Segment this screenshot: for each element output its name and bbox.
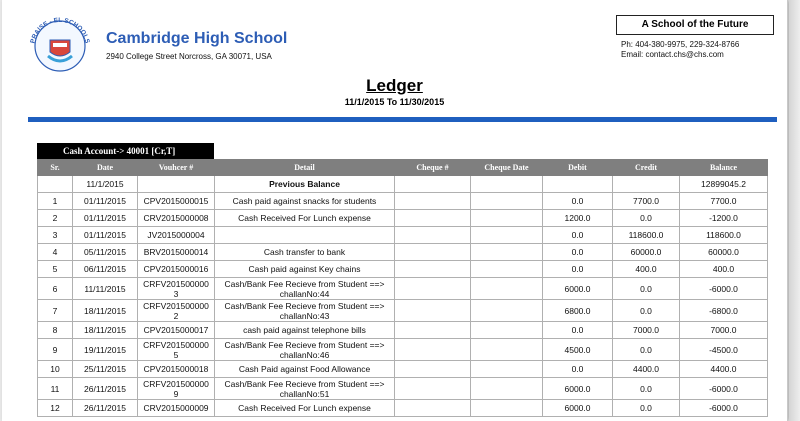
cell-debit: 0.0 bbox=[543, 322, 613, 339]
cell-date: 01/11/2015 bbox=[73, 210, 138, 227]
cell-balance: 12899045.2 bbox=[680, 176, 768, 193]
cell-cheque bbox=[395, 322, 471, 339]
cell-credit: 0.0 bbox=[613, 210, 680, 227]
cell-voucher: CRFV201500000 9 bbox=[138, 378, 215, 400]
cell-balance: 400.0 bbox=[680, 261, 768, 278]
cell-cheque bbox=[395, 278, 471, 300]
viewer-edge bbox=[789, 0, 800, 421]
cell-detail: Cash paid against snacks for students bbox=[215, 193, 395, 210]
cell-cheque-date bbox=[471, 300, 543, 322]
cell-credit: 400.0 bbox=[613, 261, 680, 278]
cell-sr bbox=[38, 176, 73, 193]
cell-cheque-date bbox=[471, 176, 543, 193]
ledger-page bbox=[2, 0, 788, 421]
cell-voucher: CPV2015000016 bbox=[138, 261, 215, 278]
cell-balance: -6000.0 bbox=[680, 400, 768, 417]
contact-block bbox=[621, 40, 739, 60]
cell-voucher: CPV2015000015 bbox=[138, 193, 215, 210]
cell-credit: 7700.0 bbox=[613, 193, 680, 210]
col-header-balance: Balance bbox=[680, 160, 768, 176]
cell-cheque bbox=[395, 261, 471, 278]
cell-cheque-date bbox=[471, 322, 543, 339]
cell-debit: 6800.0 bbox=[543, 300, 613, 322]
cell-debit: 1200.0 bbox=[543, 210, 613, 227]
cell-voucher: CPV2015000017 bbox=[138, 322, 215, 339]
cell-date: 18/11/2015 bbox=[73, 300, 138, 322]
cell-credit: 0.0 bbox=[613, 378, 680, 400]
cell-sr: 10 bbox=[38, 361, 73, 378]
cell-cheque-date bbox=[471, 244, 543, 261]
email-line: Email: contact.chs@chs.com bbox=[621, 50, 724, 59]
table-row bbox=[38, 361, 768, 378]
cell-cheque bbox=[395, 339, 471, 361]
cell-voucher bbox=[138, 176, 215, 193]
cell-balance: -6800.0 bbox=[680, 300, 768, 322]
school-name: Cambridge High School bbox=[106, 30, 288, 47]
cell-voucher: CRFV201500000 5 bbox=[138, 339, 215, 361]
cell-sr: 6 bbox=[38, 278, 73, 300]
school-motto: A School of the Future bbox=[616, 15, 774, 35]
cell-cheque bbox=[395, 300, 471, 322]
cell-voucher: JV2015000004 bbox=[138, 227, 215, 244]
cell-cheque-date bbox=[471, 193, 543, 210]
cell-cheque bbox=[395, 176, 471, 193]
cell-debit bbox=[543, 176, 613, 193]
cell-date: 05/11/2015 bbox=[73, 244, 138, 261]
cell-credit: 0.0 bbox=[613, 300, 680, 322]
cell-sr: 11 bbox=[38, 378, 73, 400]
cell-debit: 6000.0 bbox=[543, 278, 613, 300]
cell-balance: 7000.0 bbox=[680, 322, 768, 339]
cell-date: 26/11/2015 bbox=[73, 378, 138, 400]
cell-debit: 6000.0 bbox=[543, 378, 613, 400]
cell-credit: 0.0 bbox=[613, 400, 680, 417]
col-header-voucher: Vouhcer # bbox=[138, 160, 215, 176]
cell-cheque bbox=[395, 244, 471, 261]
cell-detail: Cash/Bank Fee Recieve from Student ==> challanNo:51 bbox=[215, 378, 395, 400]
cell-balance: -4500.0 bbox=[680, 339, 768, 361]
cell-detail: Cash Received For Lunch expense bbox=[215, 400, 395, 417]
cell-sr: 3 bbox=[38, 227, 73, 244]
table-row bbox=[38, 339, 768, 361]
cell-cheque-date bbox=[471, 278, 543, 300]
cell-detail: Cash Paid against Food Allowance bbox=[215, 361, 395, 378]
cell-credit: 0.0 bbox=[613, 339, 680, 361]
table-row bbox=[38, 278, 768, 300]
col-header-sr: Sr. bbox=[38, 160, 73, 176]
cell-cheque bbox=[395, 227, 471, 244]
cell-cheque-date bbox=[471, 361, 543, 378]
cell-cheque bbox=[395, 378, 471, 400]
cell-cheque bbox=[395, 210, 471, 227]
account-label: Cash Account-> 40001 [Cr,T] bbox=[37, 143, 214, 159]
cell-detail: Cash paid against Key chains bbox=[215, 261, 395, 278]
table-row bbox=[38, 400, 768, 417]
col-header-debit: Debit bbox=[543, 160, 613, 176]
cell-debit: 6000.0 bbox=[543, 400, 613, 417]
cell-cheque bbox=[395, 193, 471, 210]
school-logo bbox=[26, 12, 94, 72]
cell-cheque-date bbox=[471, 400, 543, 417]
cell-cheque bbox=[395, 400, 471, 417]
cell-detail: Cash/Bank Fee Recieve from Student ==> challanNo:43 bbox=[215, 300, 395, 322]
table-row bbox=[38, 176, 768, 193]
cell-voucher: CRV2015000008 bbox=[138, 210, 215, 227]
cell-sr: 2 bbox=[38, 210, 73, 227]
cell-sr: 8 bbox=[38, 322, 73, 339]
col-header-cheque: Cheque # bbox=[395, 160, 471, 176]
table-row bbox=[38, 322, 768, 339]
cell-voucher: CPV2015000018 bbox=[138, 361, 215, 378]
cell-detail: Cash/Bank Fee Recieve from Student ==> challanNo:46 bbox=[215, 339, 395, 361]
cell-cheque bbox=[395, 361, 471, 378]
cell-balance: 60000.0 bbox=[680, 244, 768, 261]
cell-sr: 4 bbox=[38, 244, 73, 261]
cell-debit: 0.0 bbox=[543, 361, 613, 378]
cell-date: 19/11/2015 bbox=[73, 339, 138, 361]
table-row bbox=[38, 210, 768, 227]
cell-balance: -1200.0 bbox=[680, 210, 768, 227]
cell-cheque-date bbox=[471, 339, 543, 361]
cell-date: 26/11/2015 bbox=[73, 400, 138, 417]
cell-voucher: CRFV201500000 2 bbox=[138, 300, 215, 322]
col-header-date: Date bbox=[73, 160, 138, 176]
report-date-range: 11/1/2015 To 11/30/2015 bbox=[344, 97, 445, 107]
cell-debit: 0.0 bbox=[543, 193, 613, 210]
cell-credit: 118600.0 bbox=[613, 227, 680, 244]
ledger-table bbox=[37, 159, 768, 417]
report-title: Ledger bbox=[366, 76, 423, 95]
header-divider bbox=[28, 117, 777, 122]
table-row bbox=[38, 300, 768, 322]
cell-detail: cash paid against telephone bills bbox=[215, 322, 395, 339]
cell-cheque-date bbox=[471, 210, 543, 227]
cell-detail: Cash Received For Lunch expense bbox=[215, 210, 395, 227]
cell-debit: 4500.0 bbox=[543, 339, 613, 361]
cell-voucher: CRV2015000009 bbox=[138, 400, 215, 417]
cell-credit bbox=[613, 176, 680, 193]
cell-date: 11/11/2015 bbox=[73, 278, 138, 300]
col-header-credit: Credit bbox=[613, 160, 680, 176]
cell-voucher: CRFV201500000 3 bbox=[138, 278, 215, 300]
cell-sr: 1 bbox=[38, 193, 73, 210]
cell-balance: 4400.0 bbox=[680, 361, 768, 378]
cell-date: 25/11/2015 bbox=[73, 361, 138, 378]
cell-debit: 0.0 bbox=[543, 227, 613, 244]
cell-cheque-date bbox=[471, 227, 543, 244]
cell-credit: 4400.0 bbox=[613, 361, 680, 378]
table-row bbox=[38, 261, 768, 278]
cell-date: 01/11/2015 bbox=[73, 193, 138, 210]
cell-voucher: BRV2015000014 bbox=[138, 244, 215, 261]
school-address: 2940 College Street Norcross, GA 30071, USA bbox=[106, 52, 272, 61]
phone-line: Ph: 404-380-9975, 229-324-8766 bbox=[621, 40, 740, 49]
cell-detail: Cash/Bank Fee Recieve from Student ==> challanNo:44 bbox=[215, 278, 395, 300]
table-row bbox=[38, 378, 768, 400]
cell-date: 01/11/2015 bbox=[73, 227, 138, 244]
cell-date: 11/1/2015 bbox=[73, 176, 138, 193]
cell-date: 18/11/2015 bbox=[73, 322, 138, 339]
cell-credit: 7000.0 bbox=[613, 322, 680, 339]
cell-detail bbox=[215, 227, 395, 244]
logo-text: PRAISE - EL SCHOOLS bbox=[29, 16, 91, 45]
cell-balance: -6000.0 bbox=[680, 278, 768, 300]
table-row bbox=[38, 193, 768, 210]
cell-credit: 60000.0 bbox=[613, 244, 680, 261]
cell-cheque-date bbox=[471, 378, 543, 400]
table-row bbox=[38, 227, 768, 244]
col-header-detail: Detail bbox=[215, 160, 395, 176]
cell-balance: 118600.0 bbox=[680, 227, 768, 244]
col-header-cheque-date: Cheque Date bbox=[471, 160, 543, 176]
cell-balance: 7700.0 bbox=[680, 193, 768, 210]
cell-sr: 12 bbox=[38, 400, 73, 417]
cell-sr: 7 bbox=[38, 300, 73, 322]
cell-detail: Cash transfer to bank bbox=[215, 244, 395, 261]
cell-debit: 0.0 bbox=[543, 261, 613, 278]
cell-cheque-date bbox=[471, 261, 543, 278]
cell-balance: -6000.0 bbox=[680, 378, 768, 400]
cell-debit: 0.0 bbox=[543, 244, 613, 261]
table-header-row bbox=[38, 160, 768, 176]
cell-detail: Previous Balance bbox=[215, 176, 395, 193]
table-row bbox=[38, 244, 768, 261]
cell-sr: 5 bbox=[38, 261, 73, 278]
cell-credit: 0.0 bbox=[613, 278, 680, 300]
cell-sr: 9 bbox=[38, 339, 73, 361]
cell-date: 06/11/2015 bbox=[73, 261, 138, 278]
